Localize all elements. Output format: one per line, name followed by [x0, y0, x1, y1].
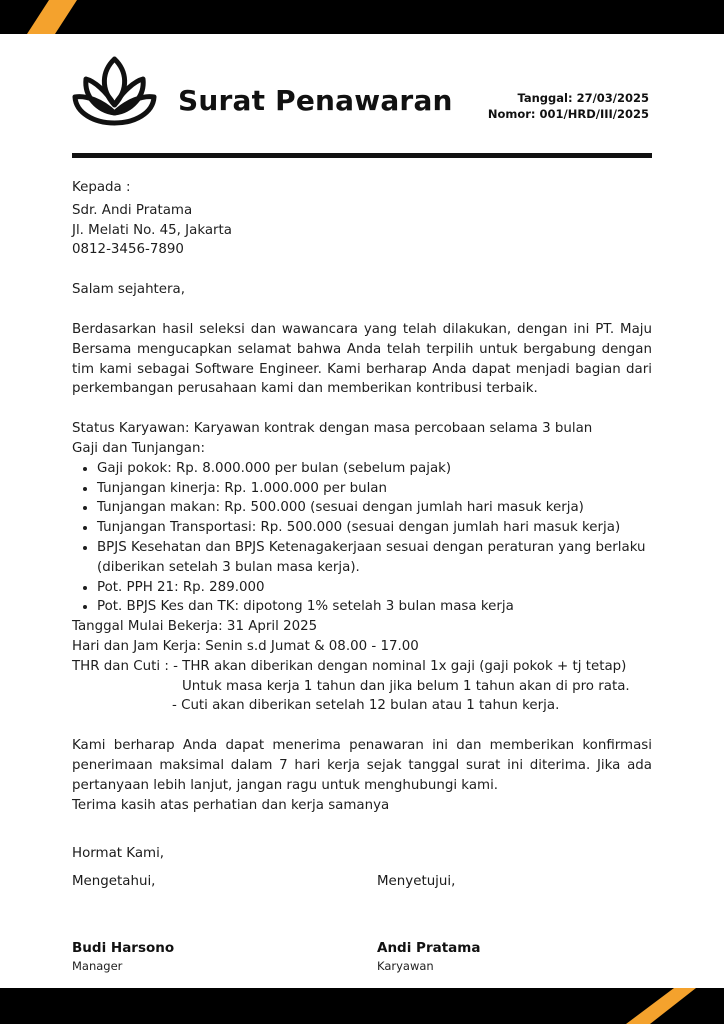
list-item: • Pot. PPH 21: Rp. 289.000	[97, 578, 652, 598]
benefit-list	[72, 459, 652, 617]
thr-line-2: Untuk masa kerja 1 tahun dan jika belum 1 tahun akan di pro rata.	[182, 678, 630, 694]
recipient-phone: 0812-3456-7890	[72, 242, 184, 258]
signer-role: Karyawan	[377, 959, 434, 973]
header-band	[0, 0, 724, 34]
letter-meta	[488, 90, 649, 122]
letter-body	[72, 178, 652, 815]
signer-name: Budi Harsono	[72, 940, 175, 956]
list-item: • Gaji pokok: Rp. 8.000.000 per bulan (sebelum pajak)	[97, 459, 652, 479]
signature-employee	[377, 940, 480, 973]
greeting: Salam sejahtera,	[72, 282, 186, 298]
work-hours: Hari dan Jam Kerja: Senin s.d Jumat & 08.00 - 17.00	[72, 638, 419, 654]
thr-line-3: - Cuti akan diberikan setelah 12 bulan atau 1 tahun kerja.	[172, 698, 560, 714]
list-item: • Tunjangan Transportasi: Rp. 500.000 (sesuai dengan jumlah hari masuk kerja)	[97, 518, 652, 538]
thr-line-1: THR dan Cuti : - THR akan diberikan dengan nominal 1x gaji (gaji pokok + tj tetap)	[72, 658, 627, 674]
letter-date: Tanggal: 27/03/2025	[517, 91, 649, 105]
list-item: • BPJS Kesehatan dan BPJS Ketenagakerjaan sesuai dengan peraturan yang berlaku (diberikan setelah 3 bulan masa kerja).	[97, 538, 652, 578]
start-date: Tanggal Mulai Bekerja: 31 April 2025	[72, 619, 318, 635]
list-item: • Pot. BPJS Kes dan TK: dipotong 1% setelah 3 bulan masa kerja	[97, 597, 652, 617]
acknowledged-label: Mengetahui,	[72, 874, 156, 889]
recipient-address: Jl. Melati No. 45, Jakarta	[72, 222, 233, 238]
recipient-label: Kepada :	[72, 180, 131, 195]
signature-manager	[72, 940, 174, 973]
letter-number: Nomor: 001/HRD/III/2025	[487, 107, 649, 121]
closing-salutation: Hormat Kami,	[72, 846, 165, 861]
salary-heading: Gaji dan Tunjangan:	[72, 440, 205, 456]
page-title: Surat Penawaran	[178, 84, 453, 117]
closing-paragraph: Kami berharap Anda dapat menerima penawaran ini dan memberikan konfirmasi penerimaan maksimal dalam 7 hari kerja sejak tanggal surat ini diterima. Jika ada pertanyaan lebih lanjut, jangan ragu untuk menghubungi kami.	[72, 738, 652, 793]
signer-role: Manager	[72, 959, 123, 973]
list-item: • Tunjangan makan: Rp. 500.000 (sesuai dengan jumlah hari masuk kerja)	[97, 498, 652, 518]
footer-band	[0, 988, 724, 1024]
thanks-line: Terima kasih atas perhatian dan kerja samanya	[72, 797, 390, 813]
lotus-logo-icon	[72, 55, 157, 127]
list-item: • Tunjangan kinerja: Rp. 1.000.000 per bulan	[97, 479, 652, 499]
employee-status: Status Karyawan: Karyawan kontrak dengan masa percobaan selama 3 bulan	[72, 421, 593, 437]
approved-label: Menyetujui,	[377, 874, 456, 889]
signer-name: Andi Pratama	[377, 940, 481, 956]
header-divider	[72, 153, 652, 158]
recipient-name: Sdr. Andi Pratama	[72, 202, 193, 218]
intro-paragraph: Berdasarkan hasil seleksi dan wawancara yang telah dilakukan, dengan ini PT. Maju Bersama mengucapkan selamat bahwa Anda telah terpilih untuk bergabung dengan tim kami sebagai Software Engineer. Kami berharap Anda dapat menjadi bagian dari perkembangan perusahaan kami dan memberikan kontribusi terbaik.	[72, 321, 652, 397]
